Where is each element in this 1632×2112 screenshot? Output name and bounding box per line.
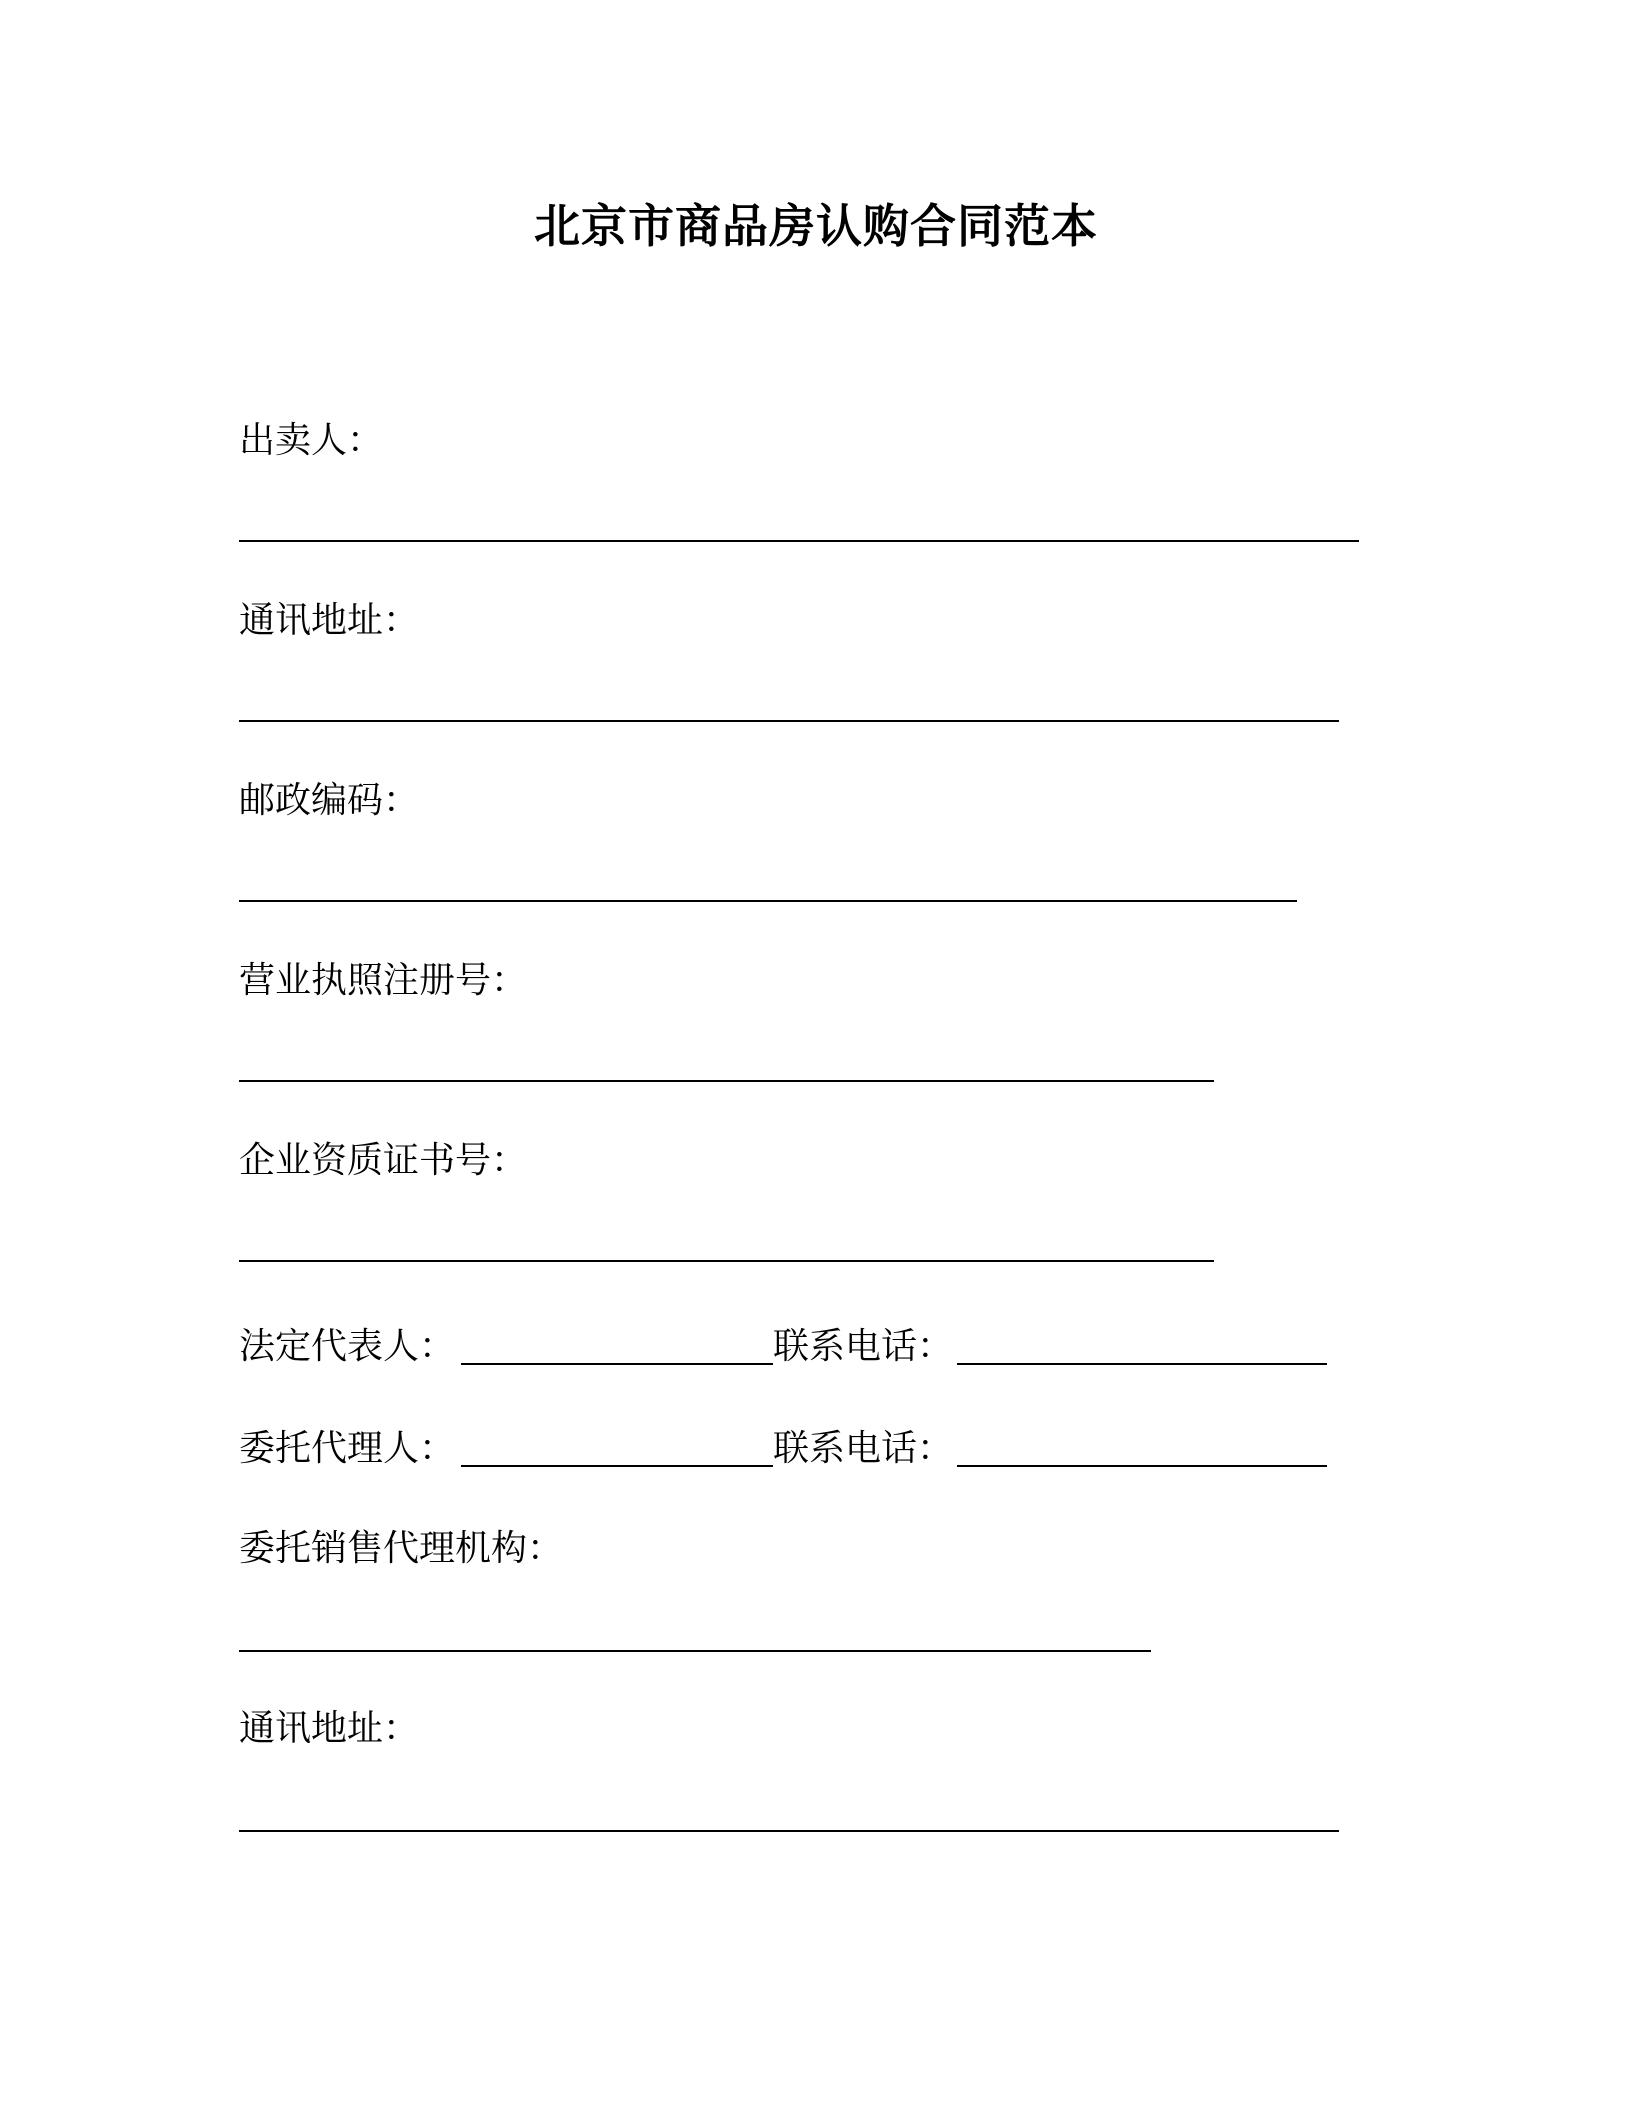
agency-address-blank-line[interactable]: [239, 1830, 1339, 1832]
legal-representative-row: [239, 1323, 1359, 1371]
legal-representative-label: 法定代表人：: [239, 1326, 456, 1367]
seller-blank-line[interactable]: [239, 540, 1359, 542]
qualification-cert-blank-line[interactable]: [239, 1260, 1214, 1262]
business-license-label: 营业执照注册号：: [239, 960, 528, 1001]
authorized-agent-phone-blank[interactable]: [957, 1465, 1327, 1467]
authorized-agent-label: 委托代理人：: [239, 1428, 456, 1469]
agency-address-label: 通讯地址：: [239, 1708, 420, 1749]
qualification-cert-label: 企业资质证书号：: [239, 1140, 528, 1181]
sales-agency-blank-line[interactable]: [239, 1650, 1151, 1652]
legal-representative-phone-blank[interactable]: [957, 1363, 1327, 1365]
authorized-agent-phone-label: 联系电话：: [773, 1428, 954, 1469]
postal-code-label: 邮政编码：: [239, 780, 420, 821]
authorized-agent-row: [239, 1425, 1359, 1473]
postal-code-blank-line[interactable]: [239, 900, 1297, 902]
seller-label: 出卖人：: [239, 420, 384, 461]
business-license-blank-line[interactable]: [239, 1080, 1214, 1082]
seller-address-label: 通讯地址：: [239, 600, 420, 641]
seller-address-blank-line[interactable]: [239, 720, 1339, 722]
sales-agency-label: 委托销售代理机构：: [239, 1528, 564, 1569]
authorized-agent-blank[interactable]: [461, 1465, 773, 1467]
legal-representative-phone-label: 联系电话：: [773, 1326, 954, 1367]
document-title: 北京市商品房认购合同范本: [534, 199, 1098, 253]
legal-representative-blank[interactable]: [461, 1363, 773, 1365]
